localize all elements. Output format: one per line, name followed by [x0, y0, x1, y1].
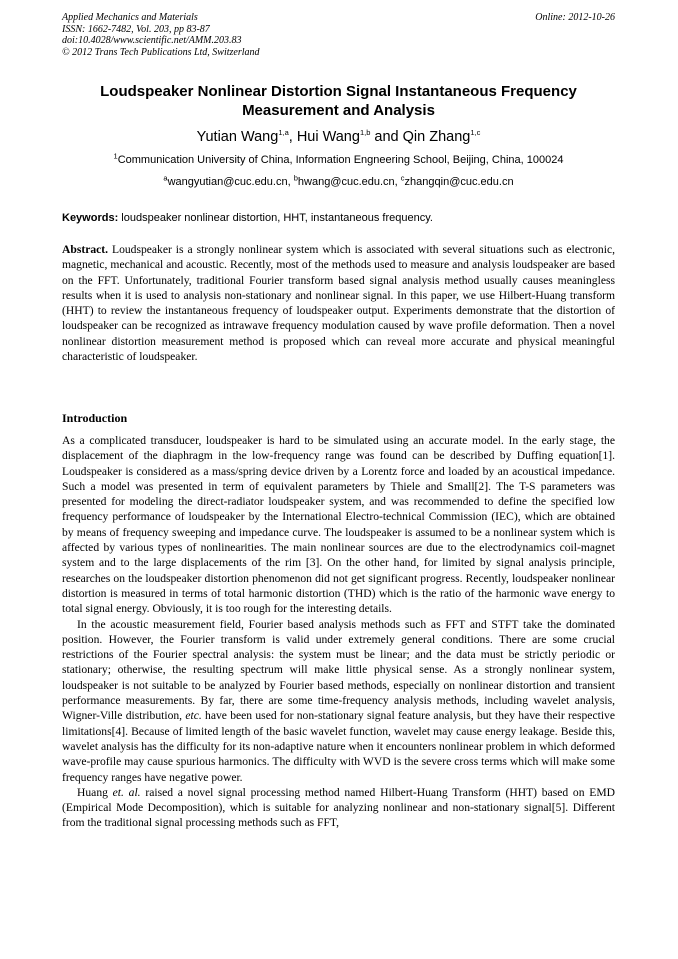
email-superscript: a: [163, 173, 168, 183]
section-heading-introduction: Introduction: [62, 411, 128, 425]
affiliation-superscript: 1: [113, 151, 118, 161]
doi-line: doi:10.4028/www.scientific.net/AMM.203.83: [62, 35, 242, 46]
paragraph: [62, 617, 615, 785]
journal-name: Applied Mechanics and Materials: [62, 12, 198, 23]
author-superscript: 1,c: [470, 128, 481, 138]
author-list: [62, 128, 615, 146]
author-name: Hui Wang: [296, 129, 360, 145]
author-name: Qin Zhang: [402, 129, 471, 145]
italic-text: et. al.: [112, 785, 141, 799]
paragraph: [62, 785, 615, 831]
email-address: zhangqin@cuc.edu.cn: [404, 176, 514, 188]
affiliation: [62, 153, 615, 167]
online-date: Online: 2012-10-26: [535, 12, 615, 23]
affiliation-text: Communication University of China, Information Engneering School, Beijing, China, 100024: [117, 154, 564, 166]
introduction-body: [62, 433, 615, 831]
email-address: wangyutian@cuc.edu.cn,: [167, 176, 294, 188]
issn-line: ISSN: 1662-7482, Vol. 203, pp 83-87: [62, 23, 210, 35]
paragraph-text: In the acoustic measurement field, Fourier based analysis methods such as FFT and STFT take the dominated position. However, the Fourier transform is valid under extremely general conditions. There are some crucial restrictions of the Fourier spectral analysis: the system must be linear; and the data must be strictly periodic or stationary; otherwise, the resulting spectrum will make little physical sense. As a strongly nonlinear system, loudspeaker is not suitable to be analyzed by Fourier based methods, especially on nonlinear distortion and transient performance measurements. By far, there are some time-frequency analysis methods, including wavelet analysis, Wigner-Ville distribution,: [62, 617, 615, 723]
email-superscript: c: [400, 173, 405, 183]
author-separator: ,: [288, 129, 297, 145]
paper-title: Loudspeaker Nonlinear Distortion Signal Instantaneous Frequency Measurement and Analysis: [100, 83, 577, 119]
paragraph-text: have been used for non-stationary signal feature analysis, but they have their respective limitations[4]. Because of limited length of the basic wavelet function, wavelet may cause energy leakage. Beside this, wavelet analysis has the difficulty for its non-adaptive nature when it encounters nonlinear problem in which deformed wave-profile may cause spurious harmonics. The difficulty with WVD is the severe cross terms which will make some frequency ranges have negative power.: [62, 709, 615, 784]
copyright-line: © 2012 Trans Tech Publications Ltd, Switzerland: [62, 46, 260, 58]
abstract-paragraph: [62, 242, 615, 364]
keywords: [62, 211, 615, 225]
author-superscript: 1,b: [359, 128, 371, 138]
keywords-text: loudspeaker nonlinear distortion, HHT, instantaneous frequency.: [118, 212, 433, 224]
author-emails: [62, 175, 615, 189]
abstract: [62, 242, 615, 364]
author-separator: and: [370, 129, 403, 145]
keywords-label: Keywords:: [62, 212, 119, 224]
journal-header: [62, 12, 615, 58]
author-name: Yutian Wang: [196, 129, 279, 145]
abstract-label: Abstract.: [62, 243, 109, 256]
paragraph-text: Huang: [77, 785, 113, 799]
abstract-text: Loudspeaker is a strongly nonlinear system which is associated with several situations such as electronic, magnetic, mechanical and acoustic. Recently, most of the methods used to measure and analysis loudspeaker are based on the FFT. Unfortunately, traditional Fourier transform based signal analysis method usually causes meaningless results when it is used to analysis non-stationary and nonlinear signal. In this paper, we use Hilbert-Huang transform (HHT) to review the instantaneous frequency of loudspeaker output. Experiments demonstrate that the distortion of loudspeaker can be recognized as intrawave frequency modulation caused by wave profile deformation. Then a novel nonlinear distortion measurement method is proposed which can reveal more accurate and physical meaningful characteristic of loudspeaker.: [62, 243, 615, 364]
italic-text: etc.: [185, 709, 202, 723]
paragraph: As a complicated transducer, loudspeaker is hard to be simulated using an accurate model. In the early stage, the displacement of the diaphragm in the low-frequency range was found can be described by Duffing equation[1]. Loudspeaker is considered as a mass/spring device driven by a Lorentz force and loaded by an acoustical impedance. Such a model was presented in term of equivalent parameters by Thiele and Small[2]. The T-S parameters was presented for modeling the direct-radiator loudspeaker system, and was recommended to define the specified low frequency performance of loudspeaker by the International Electro-technical Commission (IEC), which are obtained by means of frequency sweeping and impedance curve. The loudspeaker is assumed to be a nonlinear system which is affected by various types of nonlinearities. The main nonlinear sources are due to the electrodynamics coil-magnet system and to the large displacements of the rim [3]. On the other hand, for limited by signal analysis principle, researches on the loudspeaker distortion phenomenon did not get significant progress. Recently, loudspeaker nonlinear distortion is measured in terms of total harmonic distortion (THD) which is the ratio of the harmonic wave energy to total signal energy. Obviously, it is too rough for the interesting details.: [62, 434, 615, 616]
paragraph-text: raised a novel signal processing method named Hilbert-Huang Transform (HHT) based on EMD (Empirical Mode Decomposition), which is suitable for analyzing nonlinear and non-stationary signal[5]. Different from the traditional signal processing methods such as FFT,: [62, 785, 616, 830]
author-superscript: 1,a: [278, 128, 289, 138]
email-superscript: b: [293, 173, 298, 183]
email-address: hwang@cuc.edu.cn,: [297, 176, 401, 188]
